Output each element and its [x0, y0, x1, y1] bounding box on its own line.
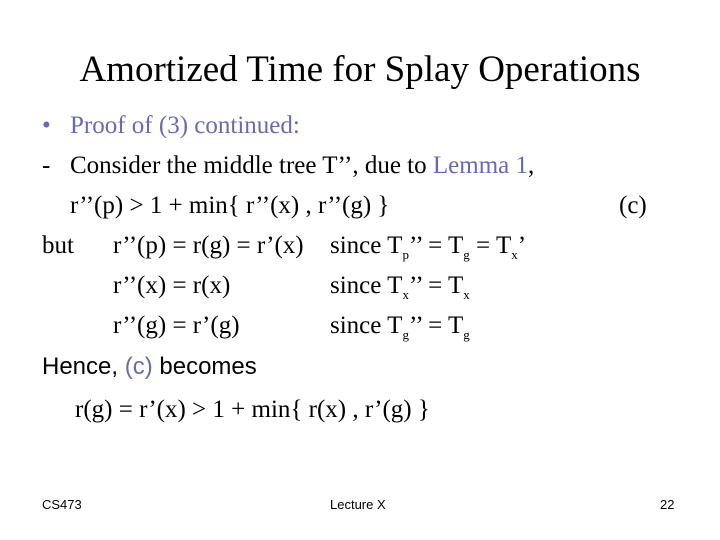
- equation-label-c: (c): [619, 192, 647, 219]
- hence-word: Hence,: [42, 353, 125, 380]
- but-word: but: [42, 232, 74, 259]
- but-row-since: since $T_x$’’ = $T_x$: [330, 272, 470, 302]
- but-row-since: since $T_p$’’ = $T_g = T_x$’: [330, 232, 527, 262]
- dash-marker: -: [42, 152, 51, 179]
- bullet-marker: •: [42, 112, 51, 139]
- dash-text: Consider the middle tree T’’, due to: [70, 152, 433, 179]
- dash-text-end: ,: [527, 152, 535, 179]
- hence-rest: becomes: [152, 353, 257, 380]
- footer-course: CS473: [42, 497, 82, 512]
- hence-line: [42, 353, 257, 381]
- dash-consider: [42, 152, 535, 180]
- but-row-lhs: r’’(x) = r(x): [113, 272, 231, 299]
- bullet-proof: [42, 112, 300, 140]
- final-inequality: r(g) = r’(x) > 1 + min{ r(x) , r’(g) }: [75, 396, 430, 423]
- page-number: 22: [660, 497, 675, 512]
- inequality-c: r’’(p) > 1 + min{ r’’(x) , r’’(g) }: [70, 192, 390, 219]
- dash-line: [70, 152, 534, 180]
- bullet-text: Proof of (3) continued:: [70, 112, 300, 139]
- slide-title: Amortized Time for Splay Operations: [79, 49, 641, 90]
- but-row-since: since $T_g$’’ = $T_g$: [330, 312, 470, 342]
- footer-lecture: Lecture X: [330, 497, 386, 512]
- but-row-lhs: r’’(p) = r(g) = r’(x): [113, 232, 304, 259]
- but-row-lhs: r’’(g) = r’(g): [113, 312, 240, 339]
- equation-ref-c: (c): [124, 353, 153, 380]
- lemma-reference: Lemma 1: [432, 152, 528, 179]
